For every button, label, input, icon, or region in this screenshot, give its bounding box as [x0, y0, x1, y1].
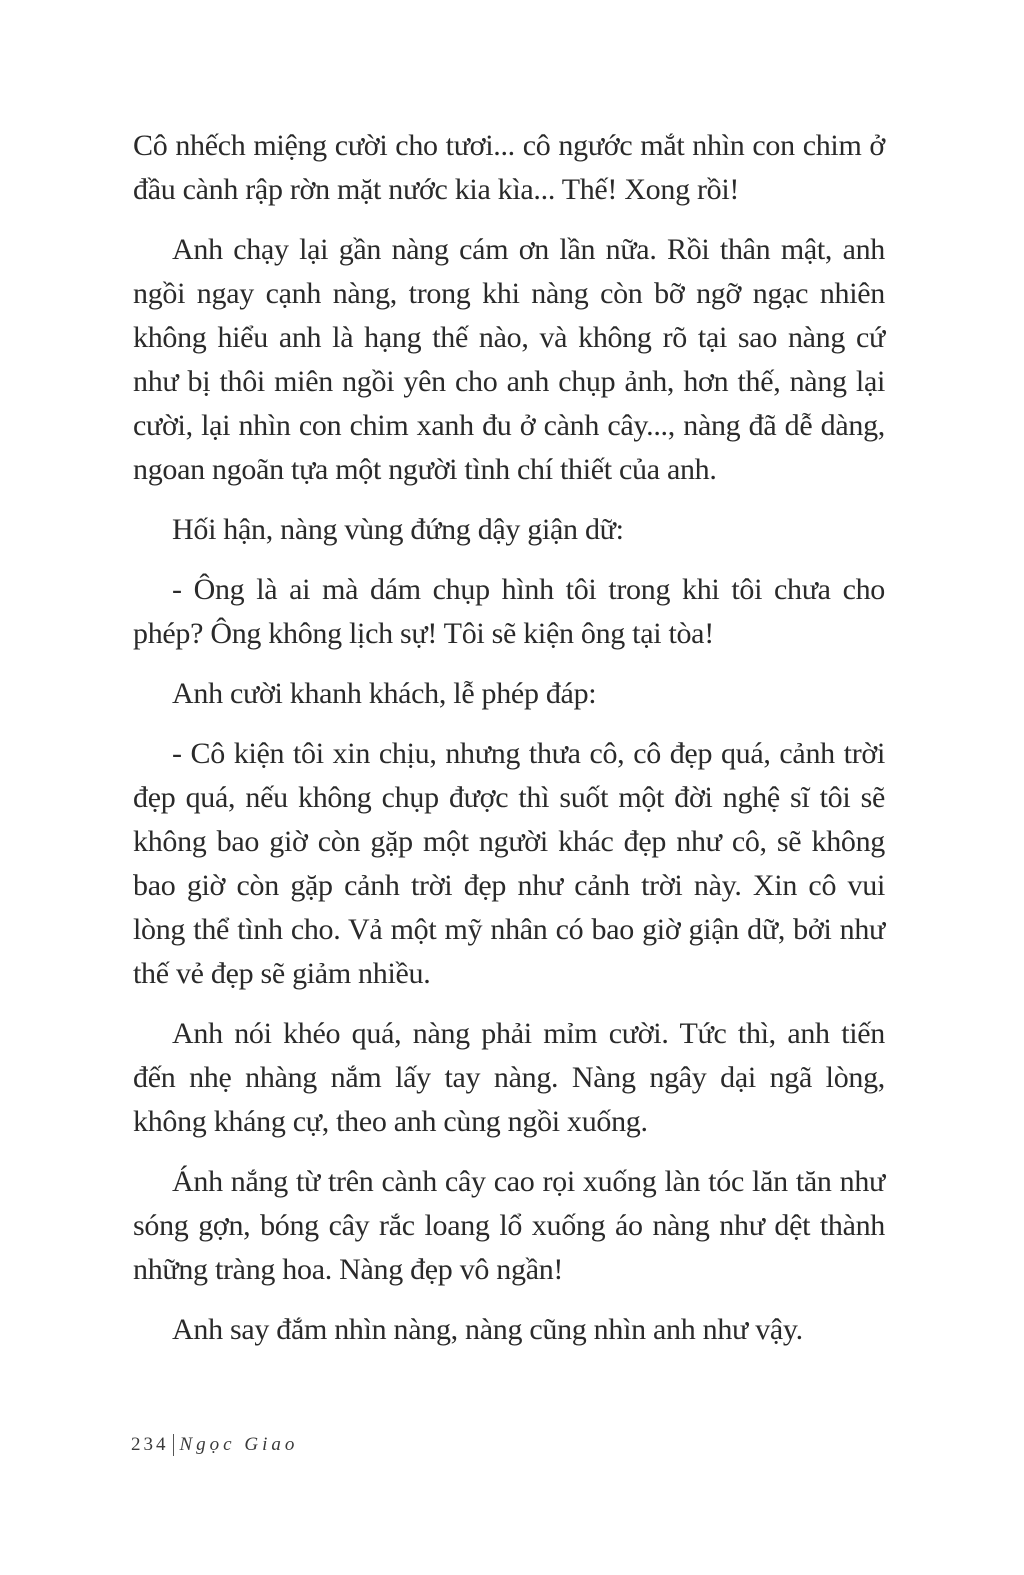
paragraph-2: Anh chạy lại gần nàng cám ơn lần nữa. Rồi thân mật, anh ngồi ngay cạnh nàng, trong khi nàng còn bỡ ngỡ ngạc nhiên không hiểu anh là hạng thế nào, và không rõ tại sao nàng cứ như bị thôi miên ngồi yên cho anh chụp ảnh, hơn thế, nàng lại cười, lại nhìn con chim xanh đu ở cành cây..., nàng đã dễ dàng, ngoan ngoãn tựa một người tình chí thiết của anh. — [133, 233, 885, 486]
paragraph-8: Ánh nắng từ trên cành cây cao rọi xuống làn tóc lăn tăn như sóng gợn, bóng cây rắc loang lổ xuống áo nàng như dệt thành những tràng hoa. Nàng đẹp vô ngần! — [133, 1165, 885, 1286]
book-page-body — [133, 124, 885, 1368]
paragraph-6-dialogue: - Cô kiện tôi xin chịu, nhưng thưa cô, cô đẹp quá, cảnh trời đẹp quá, nếu không chụp được thì suốt một đời nghệ sĩ tôi sẽ không bao giờ còn gặp một người khác đẹp như cô, sẽ không bao giờ còn gặp cảnh trời đẹp như cảnh trời này. Xin cô vui lòng thể tình cho. Vả một mỹ nhân có bao giờ giận dữ, bởi như thế vẻ đẹp sẽ giảm nhiều. — [133, 737, 885, 990]
author-name: Ngọc Giao — [179, 1434, 299, 1455]
paragraph-9: Anh say đắm nhìn nàng, nàng cũng nhìn anh như vậy. — [172, 1313, 803, 1346]
paragraph-4-dialogue: - Ông là ai mà dám chụp hình tôi trong khi tôi chưa cho phép? Ông không lịch sự! Tôi sẽ kiện ông tại tòa! — [133, 573, 885, 650]
paragraph-1: Cô nhếch miệng cười cho tươi... cô ngước mắt nhìn con chim ở đầu cành rập rờn mặt nước kia kìa... Thế! Xong rồi! — [133, 129, 885, 206]
paragraph-3: Hối hận, nàng vùng đứng dậy giận dữ: — [172, 513, 624, 546]
page-number: 234 — [131, 1434, 169, 1455]
footer-divider — [173, 1434, 174, 1456]
page-footer — [131, 1434, 298, 1456]
paragraph-7: Anh nói khéo quá, nàng phải mỉm cười. Tức thì, anh tiến đến nhẹ nhàng nắm lấy tay nàng. Nàng ngây dại ngã lòng, không kháng cự, theo anh cùng ngồi xuống. — [133, 1017, 885, 1138]
paragraph-5: Anh cười khanh khách, lễ phép đáp: — [172, 677, 597, 710]
